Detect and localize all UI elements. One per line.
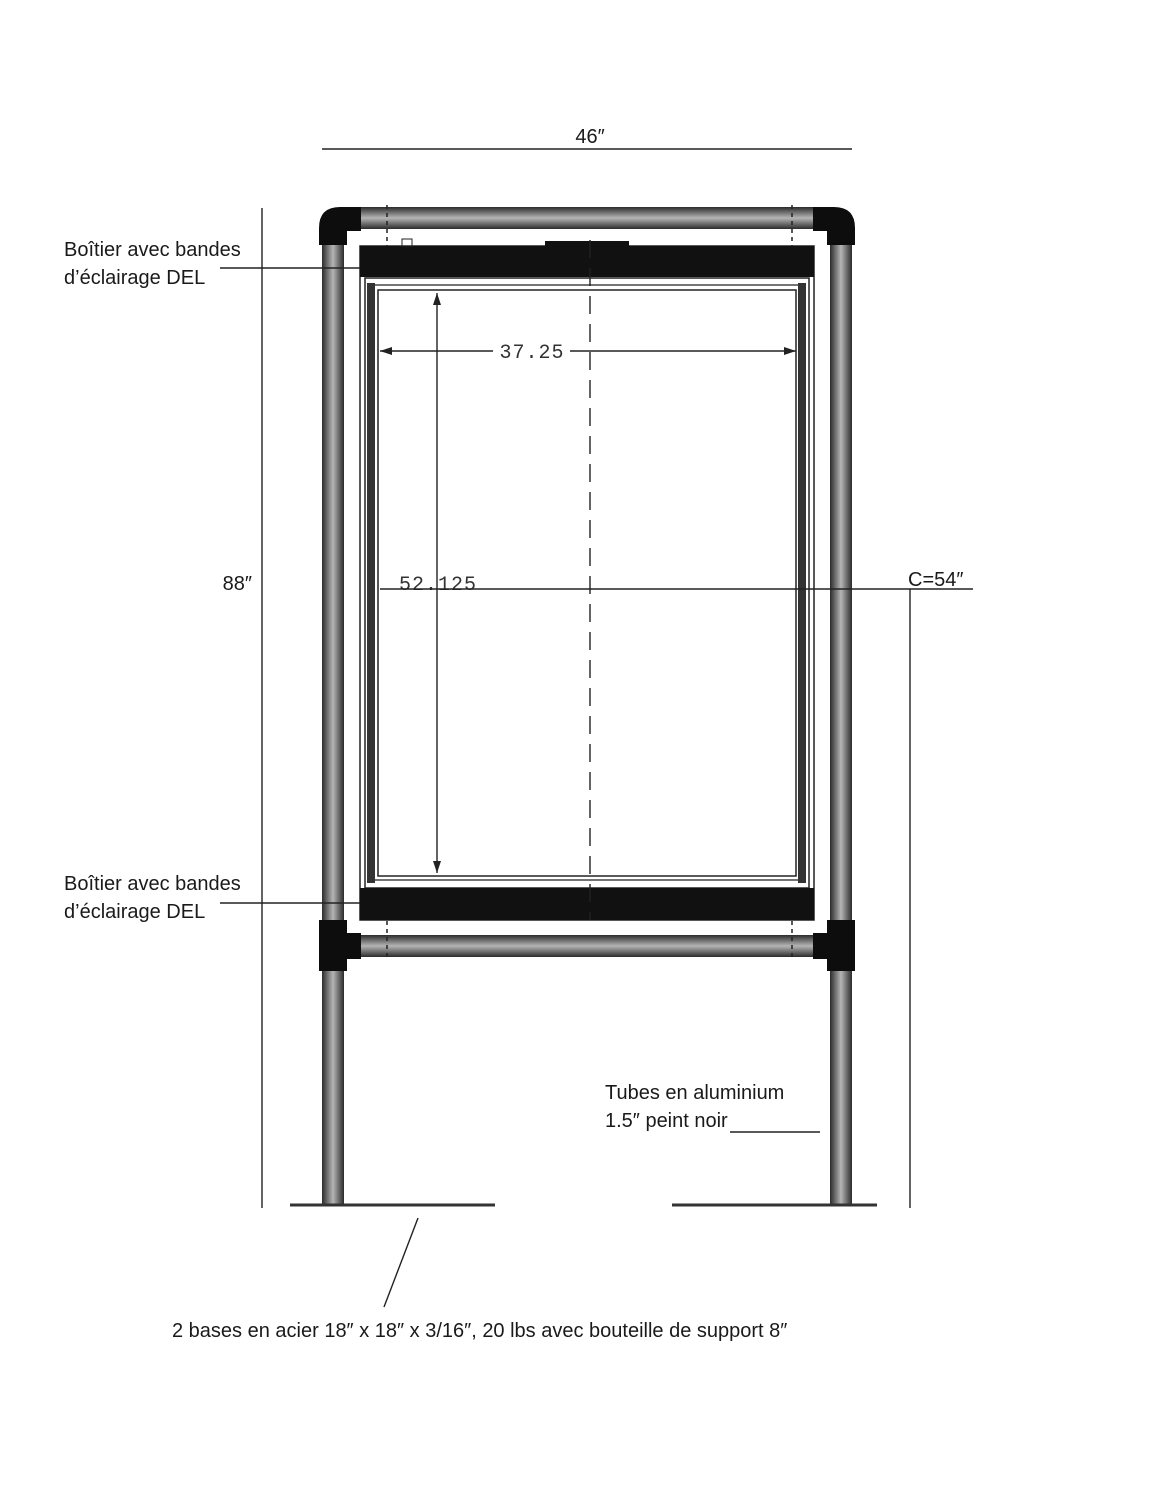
frame-rail-right [798, 283, 806, 883]
top-led-housing [360, 246, 814, 277]
inner-height-label: 52.125 [398, 574, 478, 597]
bottom-housing-label-line1: Boîtier avec bandes [64, 873, 241, 895]
top-housing-label-line1: Boîtier avec bandes [64, 239, 241, 261]
top-housing-clip [545, 241, 629, 247]
width-dimension-label: 46″ [575, 126, 605, 148]
bottom-right-tee-joint [813, 920, 855, 971]
bottom-crossbar [356, 935, 818, 957]
bases-label: 2 bases en acier 18″ x 18″ x 3/16″, 20 lbs avec bouteille de support 8″ [172, 1320, 788, 1342]
top-left-elbow-joint [319, 207, 361, 245]
top-housing-bracket [402, 239, 412, 246]
top-crossbar [356, 207, 818, 229]
bottom-led-housing [360, 888, 814, 920]
inner-width-label: 37.25 [499, 342, 565, 365]
top-right-elbow-joint [813, 207, 855, 245]
tubes-label-line1: Tubes en aluminium [605, 1082, 785, 1104]
right-post [830, 236, 852, 1204]
center-height-label: C=54″ [908, 569, 964, 591]
bases-leader [384, 1218, 418, 1307]
tubes-label-line2: 1.5″ peint noir [605, 1110, 728, 1132]
left-post [322, 236, 344, 1204]
top-housing-label-line2: d’éclairage DEL [64, 267, 206, 289]
bottom-housing-label-line2: d’éclairage DEL [64, 901, 206, 923]
bottom-left-tee-joint [319, 920, 361, 971]
height-dimension-label: 88″ [222, 573, 252, 595]
frame-rail-left [367, 283, 375, 883]
